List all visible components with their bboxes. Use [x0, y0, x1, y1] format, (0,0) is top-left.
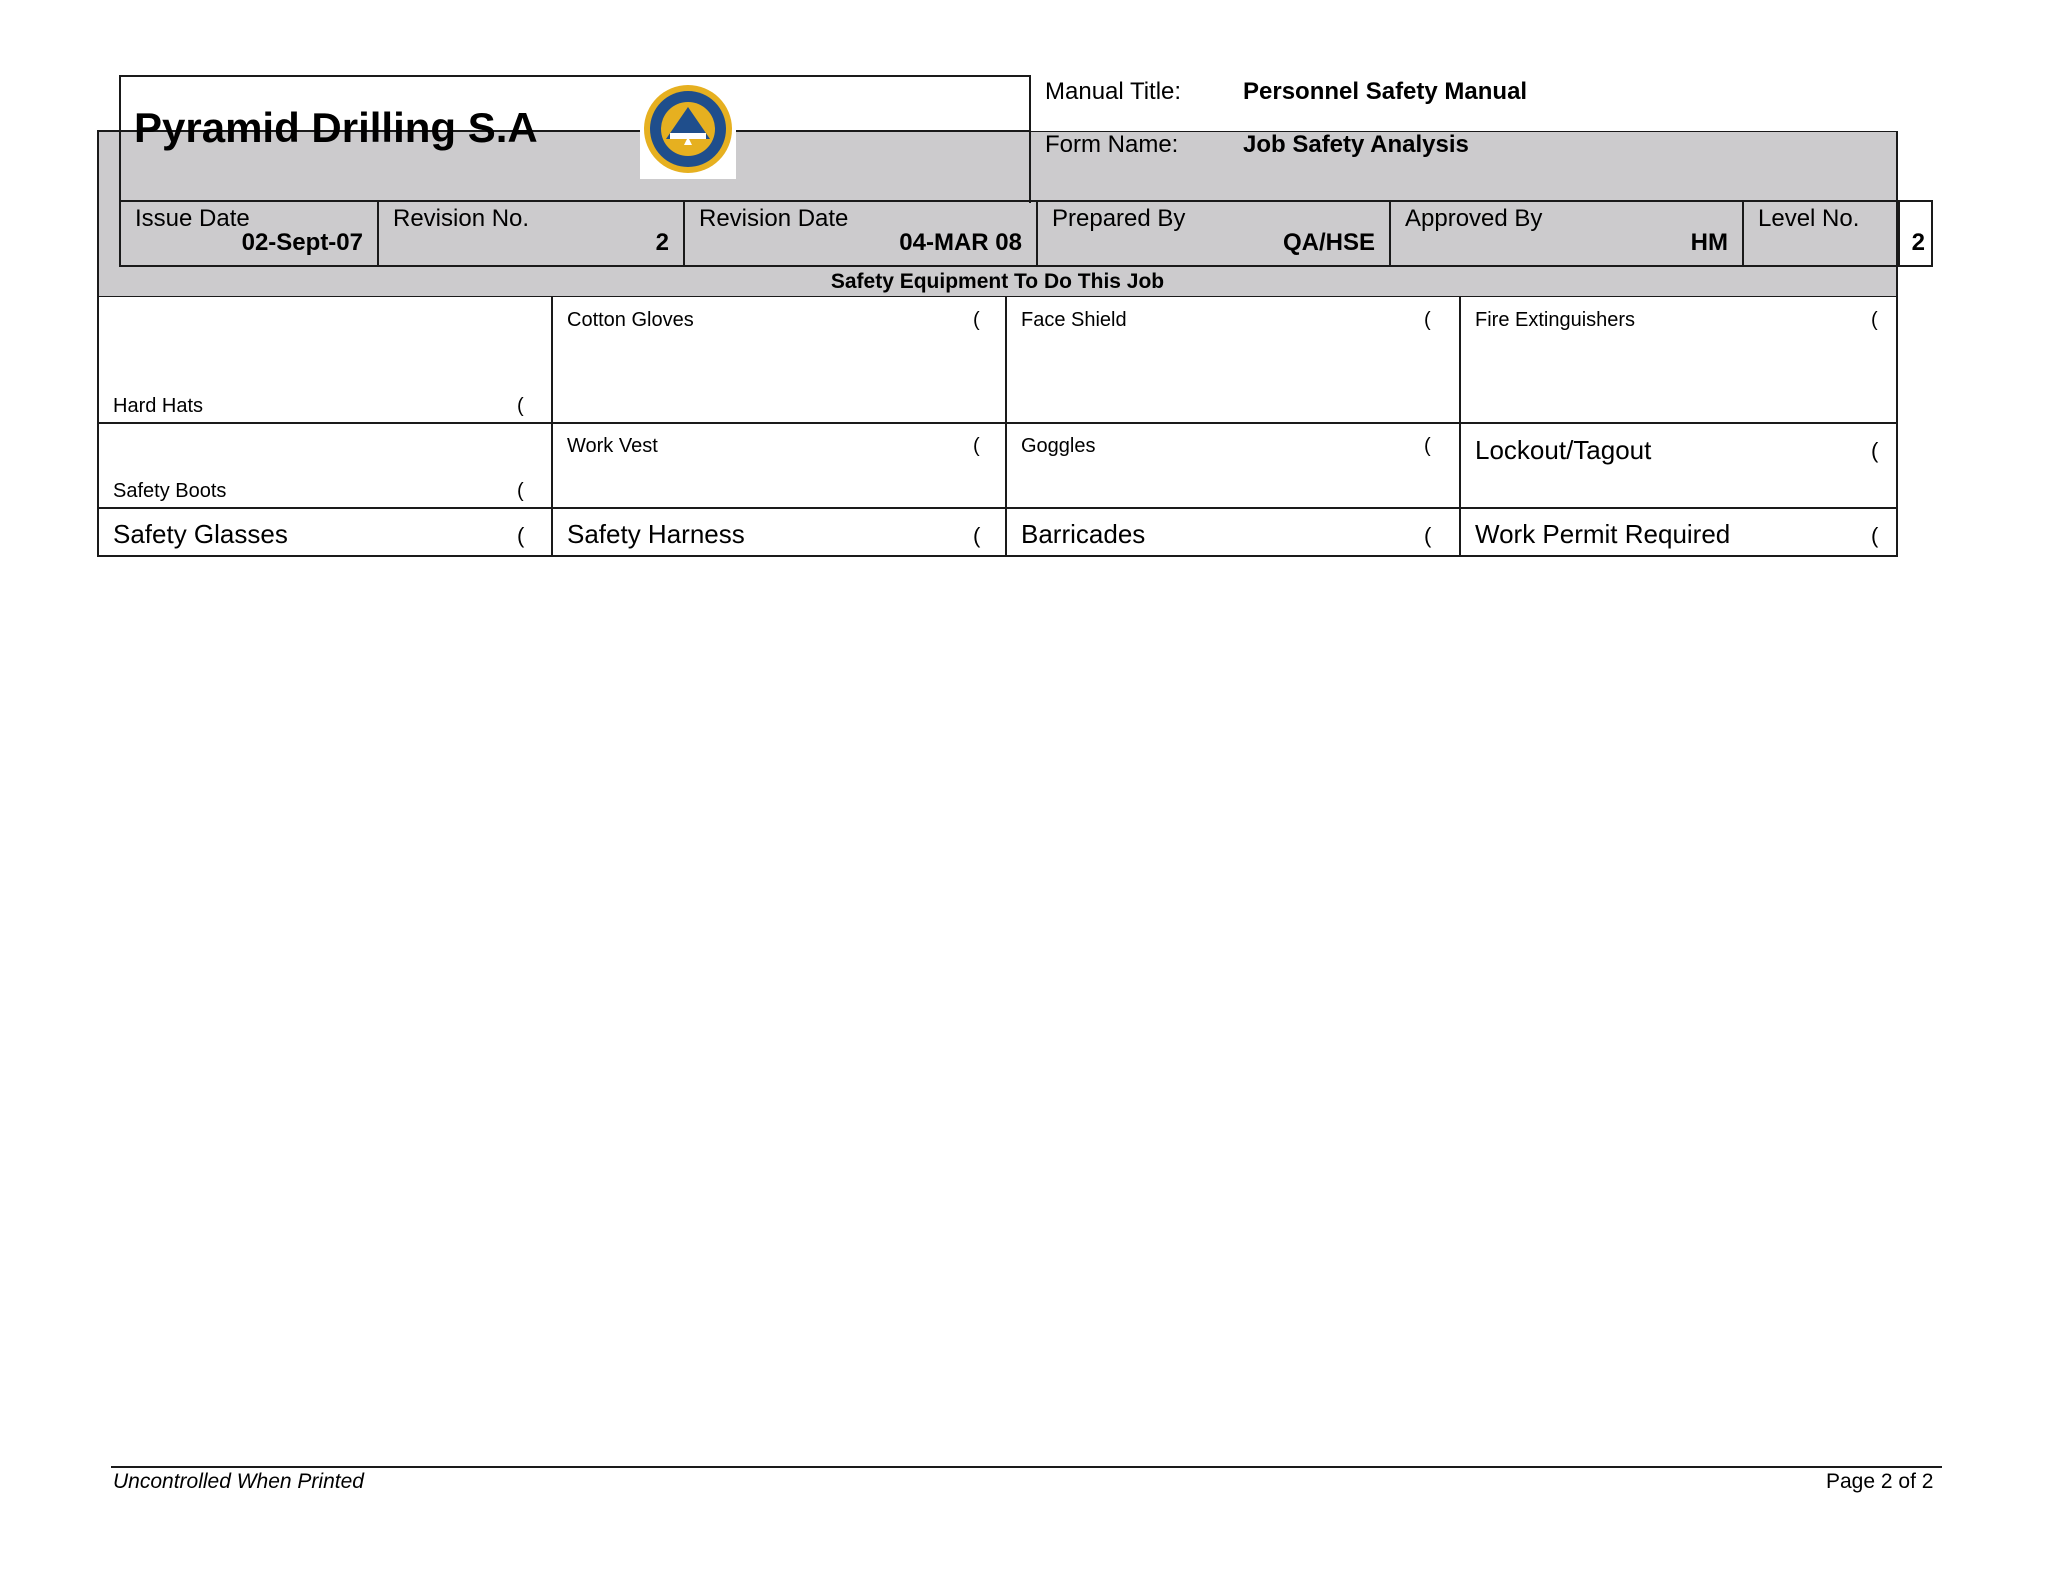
- equipment-check[interactable]: (: [1424, 309, 1431, 331]
- issue-date-label: Issue Date: [135, 205, 250, 232]
- revision-no-cell: [377, 200, 683, 267]
- prepared-by-value: QA/HSE: [1282, 229, 1375, 256]
- manual-title-value: Personnel Safety Manual: [1243, 78, 1528, 105]
- issue-date-value: 02-Sept-07: [241, 229, 363, 256]
- equipment-cell-safety-glasses: [97, 509, 551, 557]
- revision-date-cell: [683, 200, 1036, 267]
- equipment-label: Safety Boots: [113, 480, 227, 502]
- equipment-label: Face Shield: [1021, 309, 1127, 331]
- equipment-check[interactable]: (: [1424, 435, 1431, 457]
- equipment-check[interactable]: (: [1871, 438, 1879, 463]
- revision-no-label: Revision No.: [393, 205, 530, 232]
- equipment-check[interactable]: (: [973, 523, 981, 548]
- level-no-cell: [1742, 200, 1898, 267]
- equipment-cell-lockout-tagout: [1459, 424, 1898, 509]
- form-name-label: Form Name:: [1045, 131, 1179, 158]
- equipment-check[interactable]: (: [973, 435, 980, 457]
- equipment-check[interactable]: (: [973, 309, 980, 331]
- equipment-cell-face-shield: [1005, 297, 1459, 424]
- equipment-label: Hard Hats: [113, 395, 204, 417]
- prepared-by-cell: [1036, 200, 1389, 267]
- equipment-title: Safety Equipment To Do This Job: [830, 270, 1165, 293]
- equipment-label: Barricades: [1021, 519, 1146, 549]
- footer-uncontrolled: Uncontrolled When Printed: [113, 1470, 364, 1493]
- approved-by-label: Approved By: [1405, 205, 1543, 232]
- footer-divider: [111, 1466, 1942, 1468]
- level-no-value: 2: [1911, 229, 1925, 256]
- equipment-check[interactable]: (: [1871, 309, 1878, 331]
- equipment-label: Cotton Gloves: [567, 309, 694, 331]
- equipment-cell-work-permit: [1459, 509, 1898, 557]
- equipment-cell-cotton-gloves: [551, 297, 1005, 424]
- prepared-by-label: Prepared By: [1052, 205, 1186, 232]
- equipment-label: Work Permit Required: [1475, 519, 1731, 549]
- equipment-cell-fire-extinguishers: [1459, 297, 1898, 424]
- company-name: Pyramid Drilling S.A: [134, 104, 538, 151]
- revision-no-value: 2: [655, 229, 669, 256]
- equipment-check[interactable]: (: [517, 395, 524, 417]
- equipment-label: Lockout/Tagout: [1475, 435, 1652, 465]
- equipment-cell-safety-boots: [97, 424, 551, 509]
- equipment-check[interactable]: (: [1424, 523, 1432, 548]
- equipment-cell-barricades: [1005, 509, 1459, 557]
- company-logo: [640, 83, 736, 179]
- approved-by-cell: [1389, 200, 1742, 267]
- equipment-check[interactable]: (: [1871, 523, 1879, 548]
- form-name-value: Job Safety Analysis: [1243, 131, 1469, 158]
- equipment-check[interactable]: (: [517, 480, 524, 502]
- equipment-label: Fire Extinguishers: [1475, 309, 1636, 331]
- approved-by-value: HM: [1690, 229, 1728, 256]
- revision-date-value: 04-MAR 08: [899, 229, 1022, 256]
- equipment-cell-goggles: [1005, 424, 1459, 509]
- equipment-cell-safety-harness: [551, 509, 1005, 557]
- issue-date-cell: [119, 200, 377, 267]
- equipment-label: Safety Glasses: [113, 519, 288, 549]
- equipment-label: Goggles: [1021, 435, 1096, 457]
- revision-date-label: Revision Date: [699, 205, 849, 232]
- footer-page-number: Page 2 of 2: [1826, 1470, 1934, 1493]
- equipment-label: Work Vest: [567, 435, 658, 457]
- equipment-check[interactable]: (: [517, 523, 525, 548]
- level-no-value-cell: [1898, 200, 1933, 267]
- equipment-label: Safety Harness: [567, 519, 745, 549]
- manual-title-label: Manual Title:: [1045, 78, 1182, 105]
- equipment-cell-work-vest: [551, 424, 1005, 509]
- equipment-cell-hard-hats: [97, 297, 551, 424]
- level-no-label: Level No.: [1758, 205, 1860, 232]
